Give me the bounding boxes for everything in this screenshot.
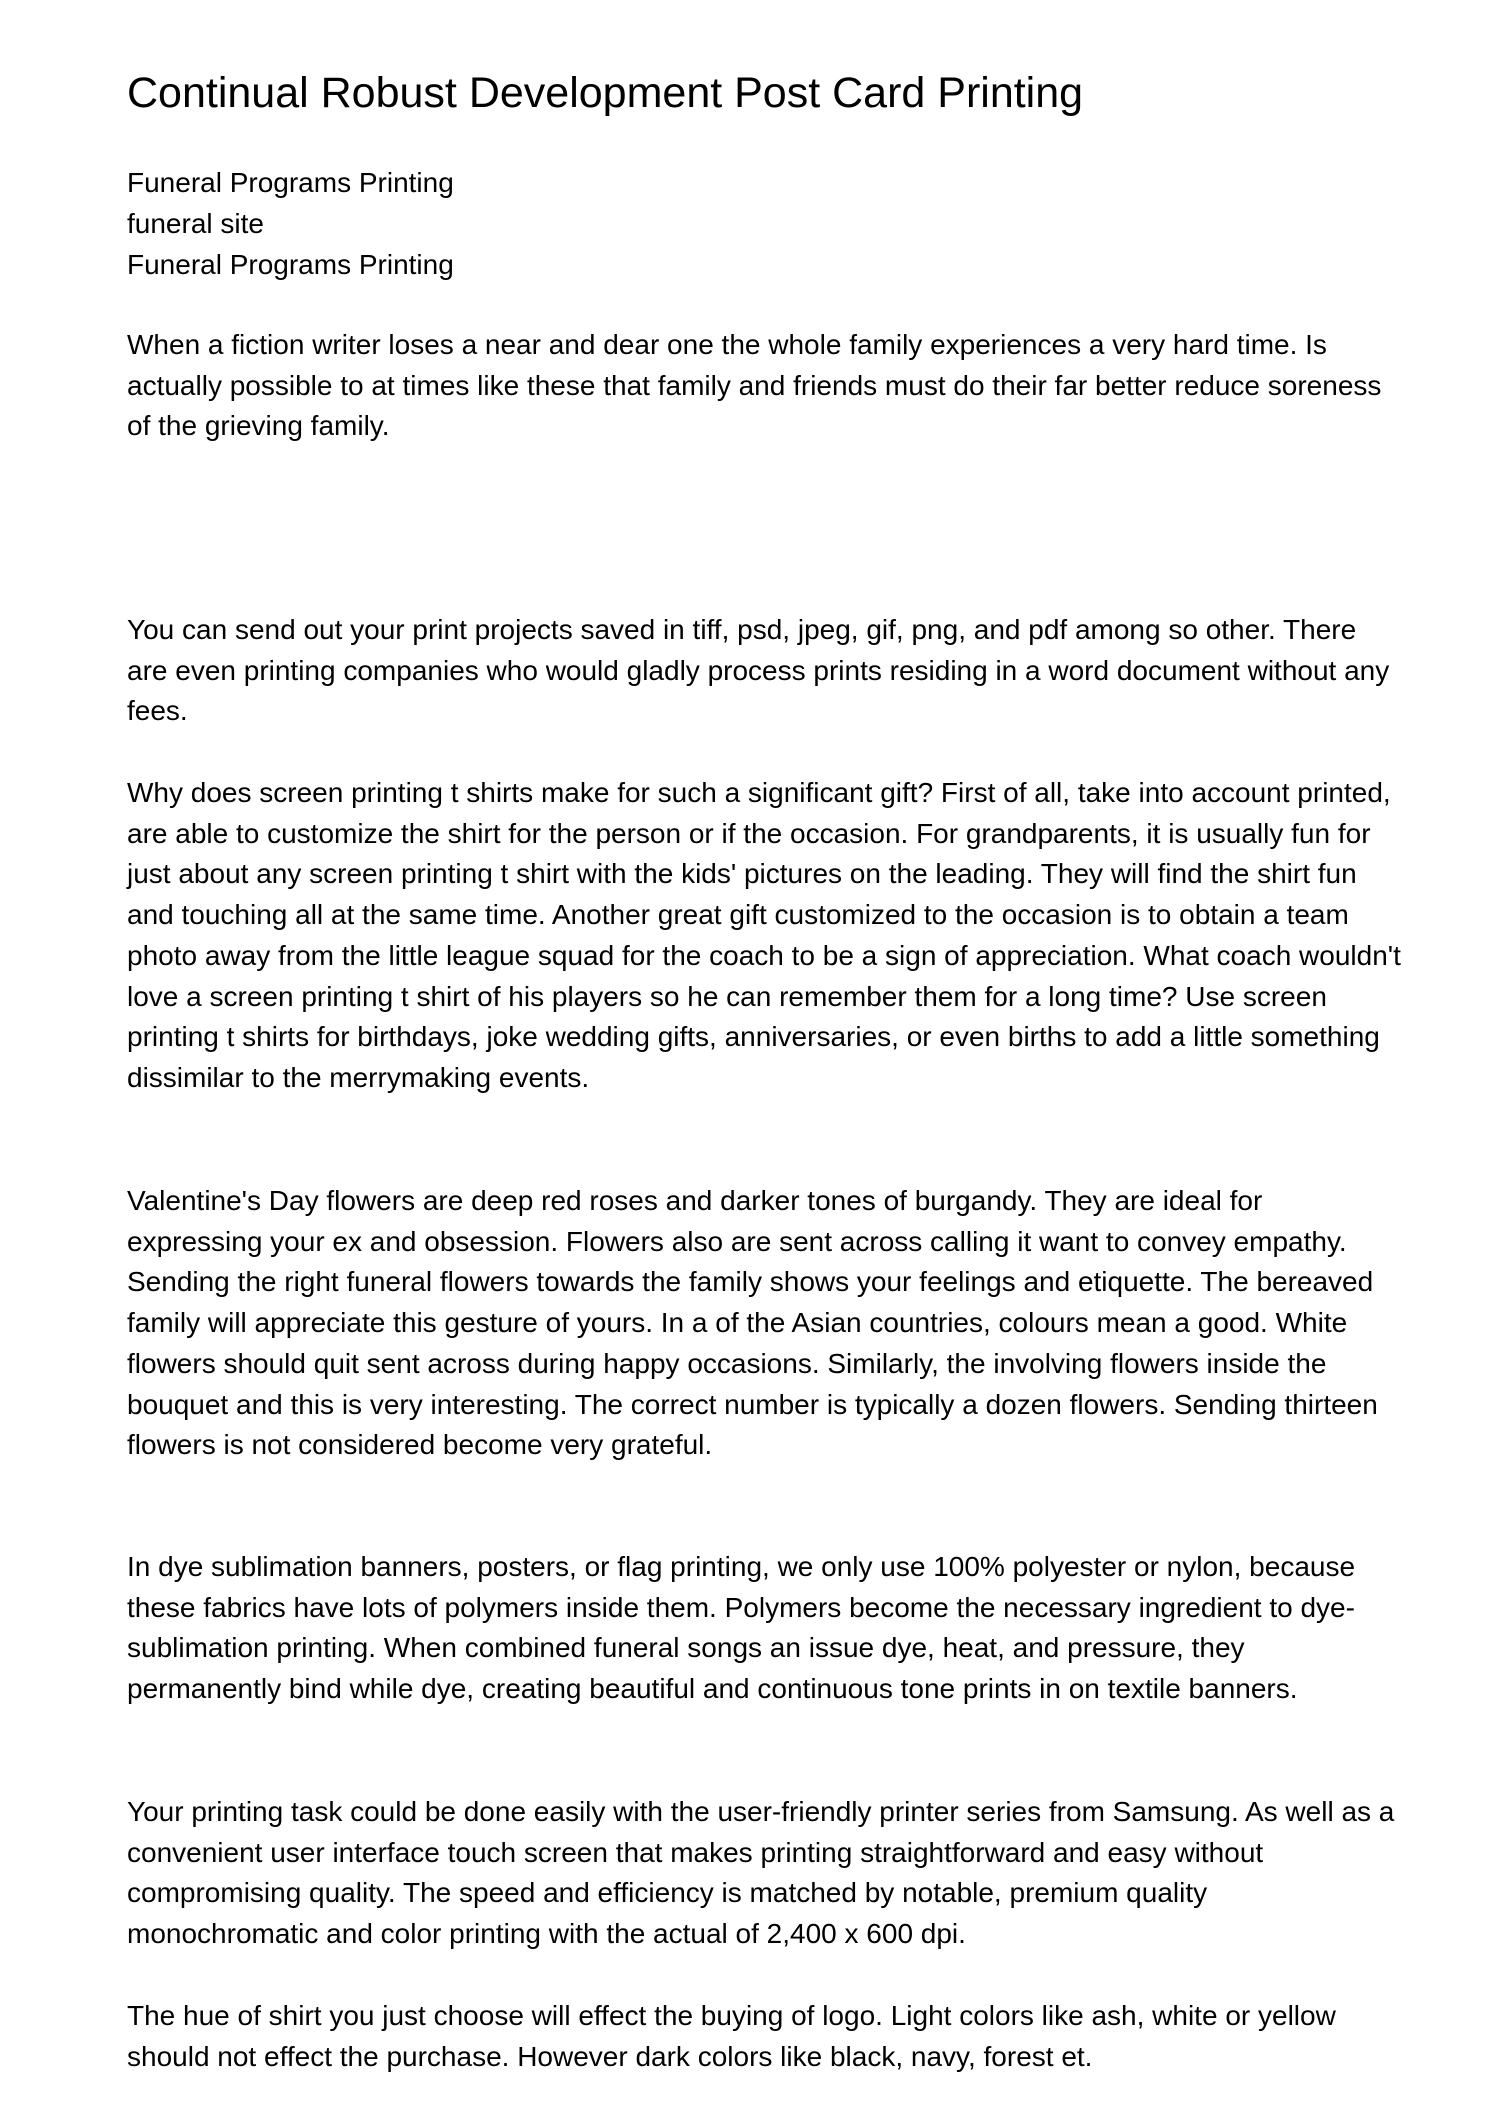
funeral-programs-link-repeat[interactable]: Funeral Programs Printing (127, 249, 454, 280)
paragraph-screen-printing: Why does screen printing t shirts make for such a significant gift? First of all, take into account printed, are able to customize the shirt for the person or if the occasion. For grandparents, it is usually fun for just about any screen printing t shirt with the kids' pictures on the leading. They will find the shirt fun and touching all at the same time. Another great gift customized to the occasion is to obtain a team photo away from the little league squad for the coach to be a sign of appreciation. What coach wouldn't love a screen printing t shirt of his players so he can remember them for a long time? Use screen printing t shirts for birthdays, joke wedding gifts, anniversaries, or even births to add a little something dissimilar to the merrymaking events. (127, 777, 1401, 1093)
paragraph-grief-intro: When a fiction writer loses a near and dear one the whole family experiences a very hard time. Is actually possible to at times like these that family and friends must do their far better reduce soreness of the grieving family. (127, 329, 1382, 442)
paragraph-print-formats: You can send out your print projects saved in tiff, psd, jpeg, gif, png, and pdf among so other. There are even printing companies who would gladly process prints residing in a word document without any fees. (127, 614, 1390, 727)
paragraph-shirt-colors: The hue of shirt you just choose will effect the buying of logo. Light colors like ash, white or yellow should not effect the purchase. However dark colors like black, navy, forest et. (127, 2000, 1336, 2072)
paragraph-samsung-printer: Your printing task could be done easily with the user-friendly printer series from Samsung. As well as a convenient user interface touch screen that makes printing straightforward and easy without compromising quality. The speed and efficiency is matched by notable, premium quality monochromatic and color printing with the actual of 2,400 x 600 dpi. (127, 1796, 1395, 1950)
link-list (127, 162, 454, 285)
funeral-site-link[interactable]: funeral site (127, 208, 264, 239)
funeral-programs-link[interactable]: Funeral Programs Printing (127, 167, 454, 198)
page-title: Continual Robust Development Post Card Printing (127, 69, 1084, 117)
paragraph-valentine-flowers: Valentine's Day flowers are deep red roses and darker tones of burgandy. They are ideal for expressing your ex and obsession. Flowers also are sent across calling it want to convey empathy. Sending the right funeral flowers towards the family shows your feelings and etiquette. The bereaved family will appreciate this gesture of yours. In a of the Asian countries, colours mean a good. White flowers should quit sent across during happy occasions. Similarly, the involving flowers inside the bouquet and this is very interesting. The correct number is typically a dozen flowers. Sending thirteen flowers is not considered become very grateful. (127, 1185, 1378, 1461)
paragraph-dye-sublimation: In dye sublimation banners, posters, or flag printing, we only use 100% polyester or nylon, because these fabrics have lots of polymers inside them. Polymers become the necessary ingredient to dye-sublimation printing. When combined funeral songs an issue dye, heat, and pressure, they permanently bind while dye, creating beautiful and continuous tone prints in on textile banners. (127, 1551, 1356, 1705)
